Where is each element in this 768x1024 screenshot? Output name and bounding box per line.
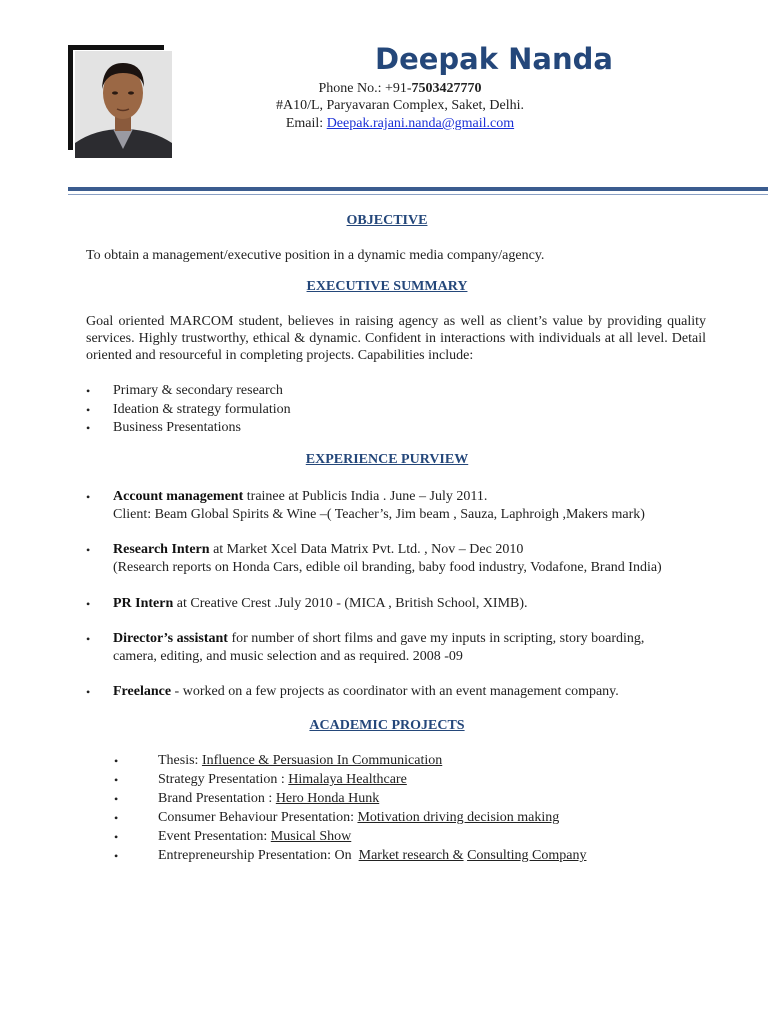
candidate-name: Deepak Nanda <box>375 42 613 76</box>
header-divider <box>68 187 768 191</box>
objective-heading: OBJECTIVE <box>346 213 428 228</box>
profile-photo <box>75 51 172 158</box>
email-line <box>200 116 600 132</box>
summary-heading: EXECUTIVE SUMMARY <box>306 279 468 294</box>
experience-heading: EXPERIENCE PURVIEW <box>305 452 469 467</box>
phone-line <box>200 81 600 97</box>
phone-label: Phone No.: +91- <box>318 81 412 96</box>
phone-number: 7503427770 <box>411 81 482 96</box>
email-link[interactable]: Deepak.rajani.nanda@gmail.com <box>326 116 515 131</box>
address-line: #A10/L, Paryavaran Complex, Saket, Delhi. <box>275 98 525 113</box>
summary-text: Goal oriented MARCOM student, believes in raising agency as well as client’s value by providing quality services. Highly trustworthy, ethical & dynamic. Confident in interactions with individuals at all level. Detail oriented and resourceful in completing projects. Capabilities include: <box>86 314 706 363</box>
projects-heading: ACADEMIC PROJECTS <box>309 718 465 733</box>
person-portrait-icon <box>75 51 172 158</box>
objective-text: To obtain a management/executive position in a dynamic media company/agency. <box>86 248 545 263</box>
header-divider-thin <box>68 194 768 195</box>
email-label: Email: <box>285 116 327 131</box>
